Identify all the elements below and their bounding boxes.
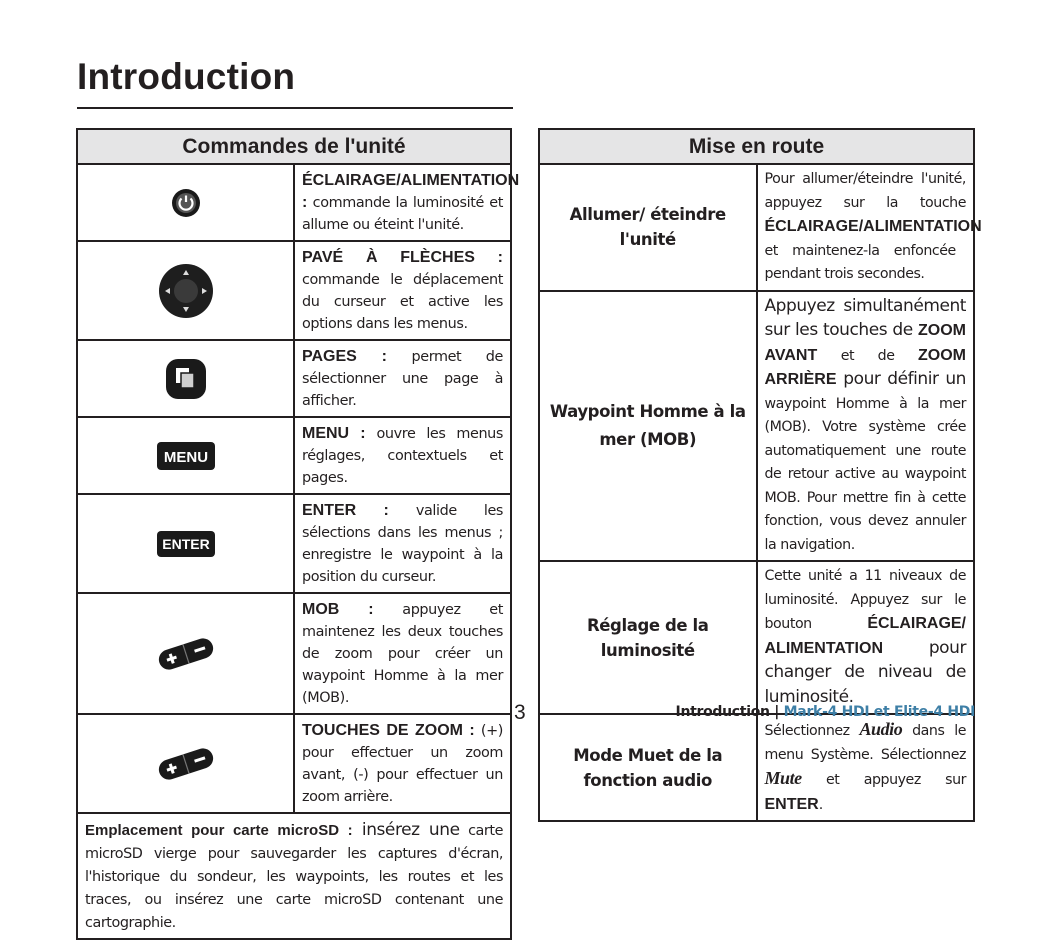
description-text: Sélectionnez: [764, 723, 860, 739]
menu-key-icon: [156, 441, 216, 471]
page-footer: [676, 704, 975, 720]
key-name: ZOOM ARRIÈRE: [764, 346, 966, 388]
control-key-label: PAGES :: [302, 348, 387, 365]
page-title: Introduction: [77, 56, 296, 97]
row-description: [757, 714, 975, 821]
control-description: ouvre les menus réglages, contextuels et pages.: [302, 426, 503, 486]
control-key-label: TOUCHES DE ZOOM :: [302, 722, 475, 739]
row-label: Waypoint Homme à la mer (MOB): [539, 291, 757, 562]
footer-separator: |: [774, 704, 780, 720]
description-text: et de: [817, 347, 918, 364]
control-key-label: PAVÉ À FLÈCHES :: [302, 249, 503, 266]
row-label: Allumer/ éteindre l'unité: [539, 164, 757, 291]
menu-term: Mute: [764, 768, 802, 788]
arrow-pad-icon: [157, 262, 215, 320]
enter-key-label: ENTER: [161, 535, 210, 552]
table-row: [77, 813, 511, 939]
control-description: valide les sélections dans les menus ; enregistre le waypoint à la position du curseur.: [302, 503, 503, 585]
control-description: (+) pour effectuer un zoom avant, (-) pour effectuer un zoom arrière.: [302, 723, 503, 805]
controls-table: [76, 128, 520, 940]
description-text: waypoint Homme à la mer (MOB). Votre système crée automatiquement une route de retour active au waypoint MOB. Pour mettre fin à cette fonction, vous devez annuler la navigation.: [764, 395, 966, 553]
row-label: Réglage de la luminosité: [539, 561, 757, 714]
table-row: [539, 164, 974, 291]
control-description: commande la luminosité et allume ou éteint l'unité.: [302, 195, 503, 233]
footer-product: Mark-4 HDI et Elite-4 HDI: [783, 704, 975, 720]
control-key-label: MENU :: [302, 425, 366, 442]
page-number: 3: [514, 701, 526, 724]
table-row: [77, 494, 511, 593]
footer-section: Introduction: [675, 704, 770, 720]
zoom-keys-icon: [156, 746, 216, 782]
title-divider: [77, 107, 513, 109]
enter-key-icon: [156, 530, 216, 558]
control-description: permet de sélectionner une page à afficher.: [302, 349, 503, 409]
table-row: [77, 241, 511, 340]
table-row: [77, 164, 511, 241]
key-name: ÉCLAIRAGE/ ALIMENTATION: [764, 615, 966, 657]
key-name: ÉCLAIRAGE/ALIMENTATION: [764, 218, 982, 235]
table-row: [77, 714, 511, 813]
pages-icon: [164, 357, 208, 401]
table-row: [539, 291, 974, 562]
description-text: Appuyez simultanément sur les touches de: [764, 295, 966, 340]
key-name: ZOOM AVANT: [764, 322, 966, 364]
table-row: [539, 561, 974, 714]
table-row: [77, 593, 511, 714]
row-description: [757, 561, 975, 714]
description-text: Cette unité a 11 niveaux de luminosité. Appuyez sur le bouton: [764, 568, 966, 632]
row-description: [757, 164, 982, 291]
power-icon: [171, 188, 201, 218]
description-text: Pour allumer/éteindre l'unité, appuyez sur la touche: [764, 171, 966, 211]
mob-zoom-keys-icon: [156, 636, 216, 672]
control-description: commande le déplacement du curseur et active les options dans les menus.: [302, 272, 503, 332]
control-description: appuyez et maintenez les deux touches de zoom pour créer un waypoint Homme à la mer (MOB).: [302, 602, 503, 706]
description-text: et maintenez-la enfoncée pendant trois secondes.: [764, 242, 956, 282]
startup-table-header: Mise en route: [539, 129, 974, 164]
description-text: pour changer de niveau de luminosité.: [764, 637, 966, 707]
description-text: dans le menu Système. Sélectionnez: [764, 723, 966, 763]
microsd-slot-note: [77, 813, 511, 939]
table-row: [77, 417, 511, 494]
description-text: pour définir un: [836, 369, 966, 389]
microsd-slot-lead: insérez une: [352, 820, 460, 840]
table-row: [77, 340, 511, 417]
microsd-slot-text: carte microSD vierge pour sauvegarder les captures d'écran, l'historique du sondeur, les waypoints, les routes et les traces, ou insérez une carte microSD contenant une cartographie.: [85, 823, 503, 931]
description-text: .: [818, 796, 823, 813]
menu-key-label: MENU: [163, 448, 208, 466]
key-name: ENTER: [764, 795, 819, 813]
row-label: Mode Muet de la fonction audio: [539, 714, 757, 821]
control-key-label: MOB :: [302, 601, 374, 618]
row-description: [757, 291, 975, 562]
menu-term: Audio: [859, 719, 903, 739]
controls-table-header: Commandes de l'unité: [77, 129, 511, 164]
microsd-slot-label: Emplacement pour carte microSD :: [85, 822, 353, 839]
table-row: [539, 714, 974, 821]
control-key-label: ÉCLAIRAGE/ALIMENTATION :: [302, 172, 520, 211]
control-key-label: ENTER :: [302, 502, 389, 519]
description-text: et appuyez sur: [801, 772, 966, 788]
